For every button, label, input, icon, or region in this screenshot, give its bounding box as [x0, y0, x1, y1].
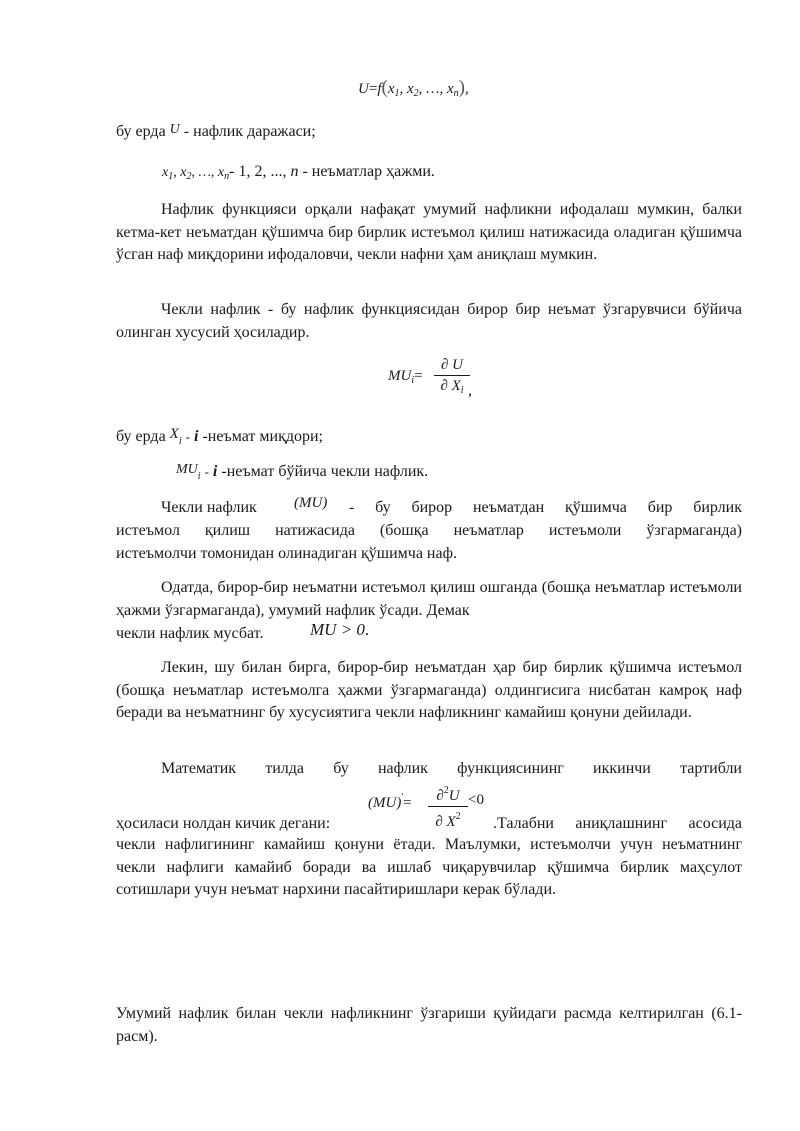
second-derivative-eq: =: [403, 795, 412, 811]
paragraph-4-last: чекли нафлик мусбат.: [116, 625, 264, 642]
formula-fn: f: [377, 81, 382, 97]
formula-sub2: 2: [413, 88, 419, 99]
paragraph-1: Нафлик функцияси орқали нафақат умумий нафликни ифодалаш мумкин, балки кетма-кет неъматдан қўшимча бир бирлик истеъмол қилиш натижасида оладиган қўшимча ўсган наф миқдорини ифодаловчи, чекли нафни ҳам аниқлаш мумкин.: [116, 201, 742, 263]
definition-xi: [116, 424, 323, 452]
mu-formula-sub: i: [411, 375, 415, 386]
second-derivative-formula: [368, 782, 498, 828]
mu-positive-dot: .: [364, 620, 370, 639]
mu-positive-formula: [310, 620, 369, 640]
mu-formula-numerator: ∂ U: [441, 357, 463, 373]
paragraph-6-line-1: Математик тилда бу нафлик функциясининг иккинчи тартибли: [161, 760, 742, 777]
definition-xi-sub: i: [178, 436, 182, 447]
second-derivative-lt-zero: <0: [468, 792, 484, 808]
formula-comma: ,: [465, 81, 469, 97]
definition-x2-sub: 2: [186, 171, 192, 182]
second-derivative-num-sup: 2: [443, 785, 449, 796]
paragraph-3-symbol: (MU): [294, 495, 328, 511]
formula-eq: =: [368, 81, 378, 97]
marginal-utility-formula: [388, 356, 478, 400]
paragraph-3-line-1: [161, 498, 257, 518]
definition-mui-var: MU: [176, 462, 198, 477]
definition-xn-sub: n: [224, 171, 230, 182]
definition-xi-i: i: [193, 428, 199, 445]
paragraph-7: Умумий нафлик билан чекли нафликнинг ўзгариши қуйидаги расмда келтирилган (6.1-расм).: [116, 1005, 742, 1045]
definition-x1: x: [162, 165, 169, 180]
paragraph-3-line-3: истеъмолчи томонидан олинадиган қўшимча наф.: [116, 545, 457, 562]
mu-formula-fraction: [434, 356, 470, 400]
mu-formula-eq: =: [414, 368, 423, 384]
paragraph-3-start: Чекли нафлик: [161, 499, 257, 516]
formula-dots: …: [426, 81, 440, 97]
definition-x: $x_1$, $x_2$, …, $x_n-$ 1, 2, ..., n - неъматлар ҳажми.: [162, 163, 435, 182]
paragraph-4: Одатда, бирор-бир неъматни истеъмол қилиш ошганда (бошқа неъматлар истеъмоли ҳажми ўзгармаганда), умумий нафлик ўсади. Демак: [116, 579, 742, 619]
paragraph-3-rest: - бу бирор неъматдан қўшимча бир бирлик: [349, 499, 742, 516]
second-derivative-den-sup: 2: [455, 811, 461, 822]
definition-xn: x: [217, 165, 225, 180]
second-derivative-lhs: (MU): [368, 795, 402, 811]
definition-x1-sub: 1: [168, 171, 174, 182]
utility-formula: $U=f(x_1$, $x_2$, …, $x_n$),: [358, 77, 469, 99]
paragraph-2: Чекли нафлик - бу нафлик функциясидан бирор бир неъмат ўзгарувчиси бўйича олинган хусусий ҳосиладир.: [116, 301, 742, 341]
definition-u-suffix: - нафлик даражаси;: [183, 123, 316, 140]
definition-x-mid: - 1, 2, ...,: [229, 163, 291, 180]
second-derivative-prime: ': [401, 792, 404, 803]
formula-var-u: U: [358, 81, 369, 97]
definition-xi-dash: -: [185, 429, 190, 444]
paragraph-6-rest: чекли нафлигининг камайиш қонуни ётади. Маълумки, истеъмолчи учун неъматнинг чекли нафлиги камайиб боради ва ишлаб чиқарувчилар қўшимча бирлик маҳсулот сотишлари учун неъмат нархини пасайтиришлари керак бўлади.: [116, 836, 742, 898]
definition-mui-i: i: [212, 463, 218, 480]
definition-xi-var: X: [169, 426, 179, 442]
definition-mui-sub: i: [197, 471, 201, 482]
formula-xn: x: [447, 81, 454, 97]
paragraph-6-line-2-right: .Талабни аниқлашнинг асосида: [493, 815, 742, 832]
second-derivative-fraction: [428, 782, 468, 831]
mu-formula-comma: ,: [468, 382, 472, 399]
definition-x-suffix: - неъматлар ҳажми.: [298, 163, 435, 180]
second-derivative-den: ∂ X: [435, 814, 456, 830]
definition-mui-suffix: -неъмат бўйича чекли нафлик.: [221, 463, 429, 480]
definition-x2: x: [180, 165, 187, 180]
mu-formula-lhs: MU: [388, 368, 412, 384]
definition-u-prefix: бу ерда: [116, 123, 166, 140]
mu-formula-den-sub: i: [460, 385, 464, 396]
paragraph-6-line-2-left: ҳосиласи нолдан кичик дегани:: [116, 815, 331, 832]
formula-sub1: 1: [394, 88, 400, 99]
mu-positive-expression: MU > 0: [310, 620, 365, 639]
definition-u: [116, 120, 316, 142]
paragraph-5: Лекин, шу билан бирга, бирор-бир неъматдан ҳар бир бирлик қўшимча истеъмол (бошқа неъматлар истеъмолга ҳажми ўзгармаганда) олдингисига нисбатан камроқ наф беради ва неъматнинг бу хусусиятига чекли нафликнинг камайиш қонуни дейилади.: [116, 659, 742, 721]
definition-dots: …: [198, 165, 211, 180]
definition-xi-prefix: бу ерда: [116, 428, 166, 445]
second-derivative-num-var: U: [448, 788, 460, 804]
definition-x-n: n: [290, 163, 299, 180]
formula-x2: x: [406, 81, 414, 97]
definition-u-var: U: [169, 122, 180, 137]
formula-subn: n: [453, 88, 459, 99]
definition-xi-suffix: -неъмат миқдори;: [202, 428, 323, 445]
mu-formula-denominator: ∂ X: [440, 378, 461, 394]
second-derivative-num: ∂: [436, 788, 444, 804]
definition-mui-dash: -: [204, 464, 209, 479]
definition-mui: [176, 460, 428, 487]
formula-x1: x: [387, 81, 395, 97]
paragraph-3-line-2: истеъмол қилиш натижасида (бошқа неъматлар истеъмоли ўзгармаганда): [116, 522, 742, 539]
